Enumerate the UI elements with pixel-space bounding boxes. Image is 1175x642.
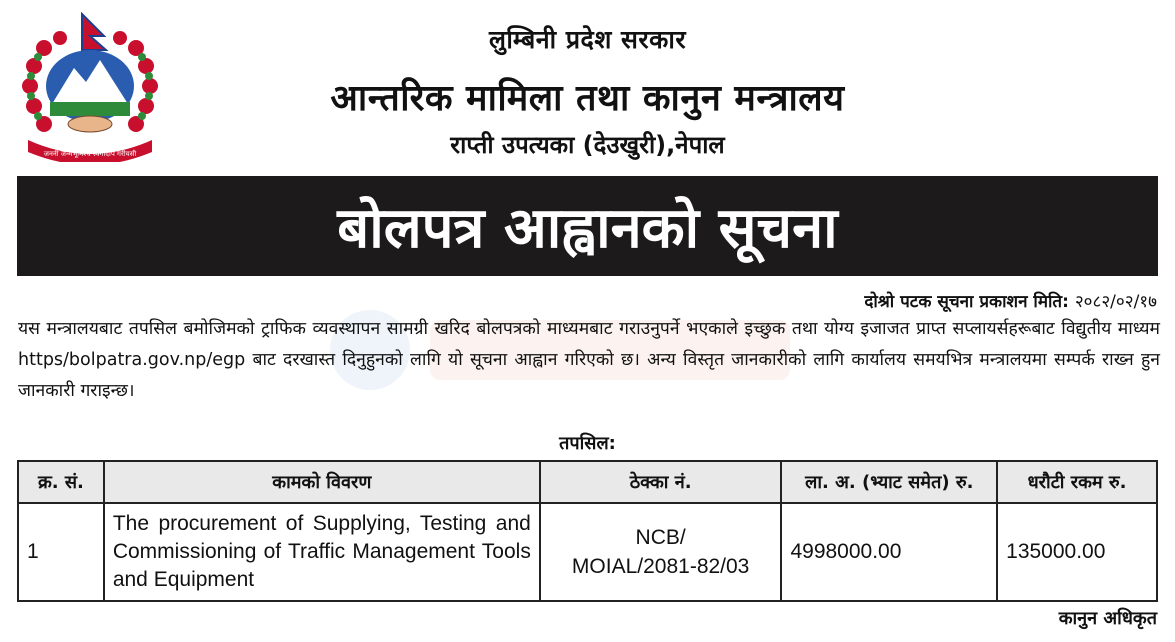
cell-estimate: 4998000.00 <box>781 503 997 601</box>
notice-banner <box>17 176 1158 276</box>
table-row <box>18 503 1157 601</box>
column-header-estimate: ला. अ. (भ्याट समेत) रु. <box>781 461 997 503</box>
tender-table <box>17 460 1158 602</box>
column-header-contract-no: ठेक्का नं. <box>540 461 782 503</box>
publication-date-label: दोश्रो पटक सूचना प्रकाशन मिति: <box>864 292 1069 312</box>
cell-deposit: 135000.00 <box>997 503 1157 601</box>
notice-title: बोलपत्र आह्वानको सूचना <box>337 196 838 261</box>
contract-no-line-1: NCB/ <box>635 526 686 549</box>
column-header-deposit: धरौटी रकम रु. <box>997 461 1157 503</box>
signatory-title: कानुन अधिकृत <box>1058 608 1157 629</box>
cell-sn: 1 <box>18 503 104 601</box>
ministry-title: आन्तरिक मामिला तथा कानुन मन्त्रालय <box>330 78 845 119</box>
cell-description: The procurement of Supplying, Testing and Commissioning of Traffic Management Tools and Equipment <box>104 503 540 601</box>
office-address: राप्ती उपत्यका (देउखुरी),नेपाल <box>450 131 725 159</box>
cell-contract-no <box>540 503 782 601</box>
publication-date-value: २०८२/०२/१७ <box>1074 292 1157 312</box>
table-header-row <box>18 461 1157 503</box>
contract-no-line-2: MOIAL/2081-82/03 <box>571 555 750 578</box>
publication-date <box>864 289 1157 312</box>
column-header-sn: क्र. सं. <box>18 461 104 503</box>
notice-body: यस मन्त्रालयबाट तपसिल बमोजिमको ट्राफिक व्यवस्थापन सामग्री खरिद बोलपत्रको माध्यमबाट गराउनुपर्ने भएकाले इच्छुक तथा योग्य इजाजत प्राप्त सप्लायर्सहरूबाट विद्युतीय माध्यम https/bolpatra.gov.np/egp बाट दरखास्त दिनुहुनको लागि यो सूचना आह्वान गरिएको छ। अन्य विस्तृत जानकारीको लागि कार्यालय समयभित्र मन्त्रालयमा सम्पर्क राख्न हुन जानकारी गराइन्छ। <box>18 319 1160 401</box>
emblem-motto: जननी जन्मभूमिश्च स्वर्गादपि गरीयसी <box>43 150 137 158</box>
details-heading: तपसिल: <box>559 433 616 454</box>
column-header-description: कामको विवरण <box>104 461 540 503</box>
province-government-title: लुम्बिनी प्रदेश सरकार <box>488 25 687 54</box>
